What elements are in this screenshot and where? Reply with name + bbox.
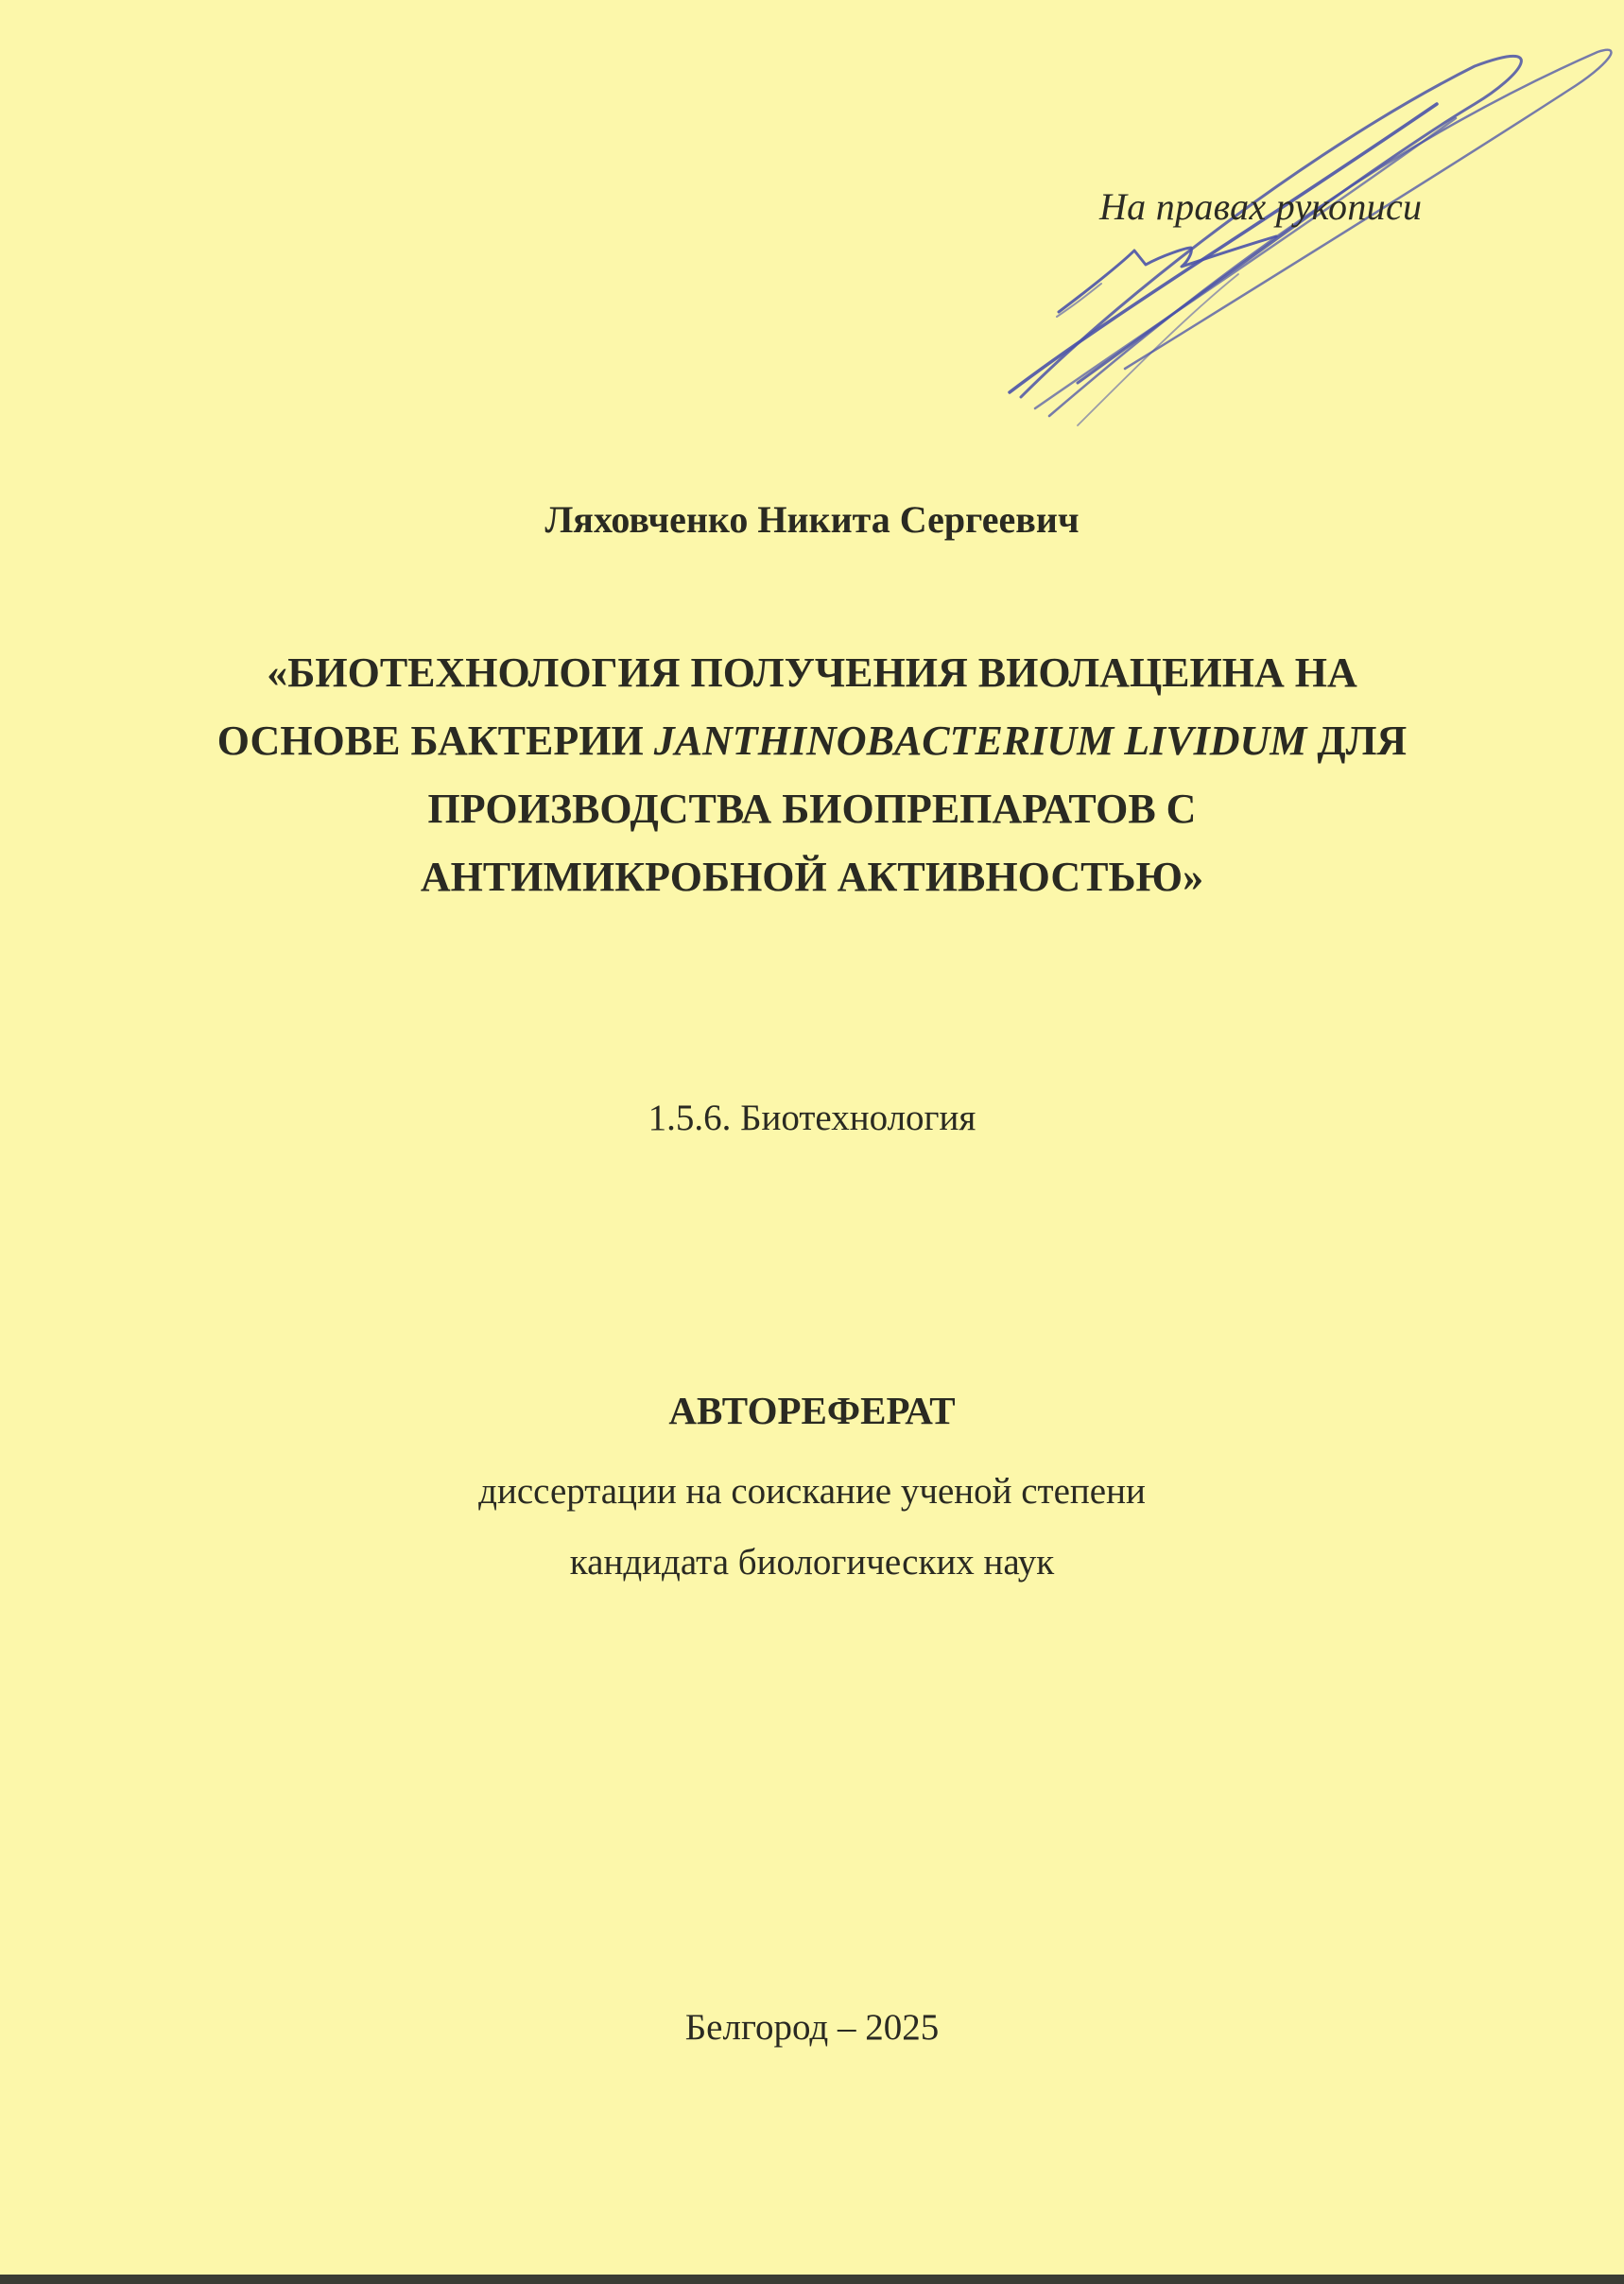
author-name: Ляховченко Никита Сергеевич <box>544 498 1080 541</box>
document-type-heading: АВТОРЕФЕРАТ <box>668 1389 956 1432</box>
title-text: «БИОТЕХНОЛОГИЯ ПОЛУЧЕНИЯ ВИОЛАЦЕИНА НА <box>267 649 1357 696</box>
degree-description-line-1: диссертации на соискание ученой степени <box>478 1471 1146 1512</box>
title-text: АНТИМИКРОБНОЙ АКТИВНОСТЬЮ» <box>420 854 1204 900</box>
manuscript-rights-note: На правах рукописи <box>1099 185 1423 228</box>
title-text: ДЛЯ <box>1306 718 1408 764</box>
title-text: ПРОИЗВОДСТВА БИОПРЕПАРАТОВ С <box>427 786 1197 832</box>
title-text: ОСНОВЕ БАКТЕРИИ <box>216 718 654 764</box>
specialty-code: 1.5.6. Биотехнология <box>648 1098 976 1138</box>
degree-description-line-2: кандидата биологических наук <box>569 1542 1055 1583</box>
scan-bottom-edge <box>0 2275 1624 2284</box>
dissertation-title <box>0 639 1624 911</box>
species-name-italic: JANTHINOBACTERIUM LIVIDUM <box>653 718 1307 764</box>
title-line <box>0 707 1624 775</box>
title-line <box>0 639 1624 707</box>
place-and-year: Белгород – 2025 <box>684 2007 940 2048</box>
title-line <box>0 775 1624 843</box>
title-line <box>0 843 1624 911</box>
